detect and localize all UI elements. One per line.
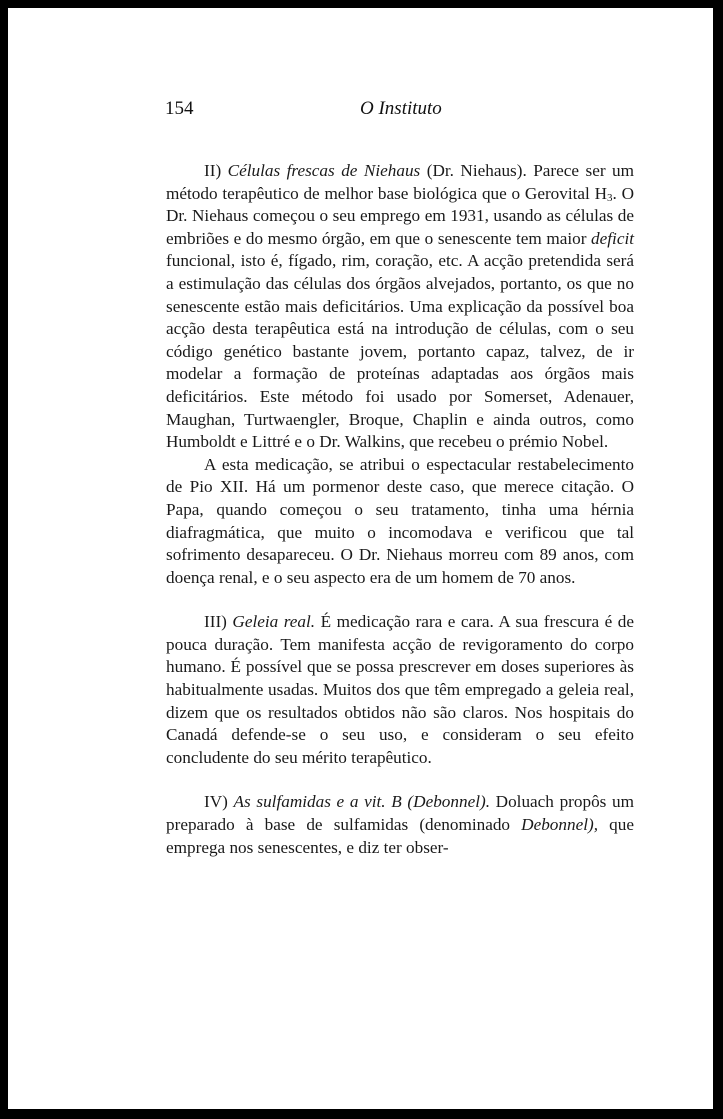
section-title: Células frescas de Niehaus bbox=[227, 161, 421, 180]
section-title: As sulfamidas e a vit. B (Debonnel). bbox=[233, 792, 490, 812]
section-spacer bbox=[166, 589, 634, 611]
page-number: 154 bbox=[165, 98, 194, 119]
section-sulfamidas-paragraph bbox=[166, 791, 634, 859]
body-text bbox=[166, 160, 634, 859]
emphasis: Debonnel), bbox=[521, 815, 599, 835]
subscript: 3 bbox=[607, 191, 613, 204]
running-title: O Instituto bbox=[360, 98, 442, 119]
section-title: Geleia real. bbox=[232, 612, 316, 632]
paragraph-text: Doluach propôs um preparado à base de sulfamidas (denominado bbox=[166, 792, 634, 835]
section-spacer bbox=[166, 769, 634, 791]
section-geleia-paragraph bbox=[166, 611, 634, 769]
section-niehaus-paragraph-1 bbox=[166, 160, 634, 454]
section-numeral: II) bbox=[204, 161, 222, 180]
paragraph-text: (Dr. Niehaus). Parece ser um método terapêutico de melhor base biológica que o Gerovital H bbox=[166, 161, 634, 203]
emphasis: deficit bbox=[591, 228, 634, 248]
book-page bbox=[8, 8, 713, 1109]
paragraph-text: funcional, isto é, fígado, rim, coração, etc. A acção pretendida será a estimulação das células dos órgãos alvejados, portanto, os que no senescente estão mais deficitários. Uma explicação da possível boa acção desta terapêutica está na introdução de células, com o seu código genético bastante jovem, portanto capaz, talvez, de ir modelar a formação de proteínas adaptadas aos órgãos mais deficitários. Este método foi usado por Somerset, Adenauer, Maughan, Turtwaengler, Broque, Chaplin e ainda outros, como Humboldt e Littré e o Dr. Walkins, que recebeu o prémio Nobel. bbox=[166, 251, 634, 452]
paragraph-text: que emprega nos senescentes, e diz ter obser- bbox=[166, 815, 634, 857]
section-numeral: III) bbox=[204, 612, 227, 632]
paragraph-text: . O Dr. Niehaus começou o seu emprego em 1931, usando as células de embriões e do mesmo órgão, em que o senescente tem maior bbox=[166, 183, 634, 248]
section-numeral: IV) bbox=[204, 792, 228, 812]
paragraph-text: É medicação rara e cara. A sua frescura é de pouca duração. Tem manifesta acção de revigoramento do corpo humano. É possível que se possa prescrever em doses superiores às habitualmente usadas. Muitos dos que têm empregado a geleia real, dizem que os resultados obtidos não são claros. Nos hospitais do Canadá defende-se o seu uso, e consideram o seu efeito concludente do seu mérito terapêutico. bbox=[166, 612, 634, 767]
section-niehaus-paragraph-2: A esta medicação, se atribui o espectacular restabelecimento de Pio XII. Há um pormenor deste caso, que merece citação. O Papa, quando começou o seu tratamento, tinha uma hérnia diafragmática, que muito o incomodava e verificou que tal sofrimento desapareceu. O Dr. Niehaus morreu com 89 anos, com doença renal, e o seu aspecto era de um homem de 70 anos. bbox=[166, 454, 634, 587]
